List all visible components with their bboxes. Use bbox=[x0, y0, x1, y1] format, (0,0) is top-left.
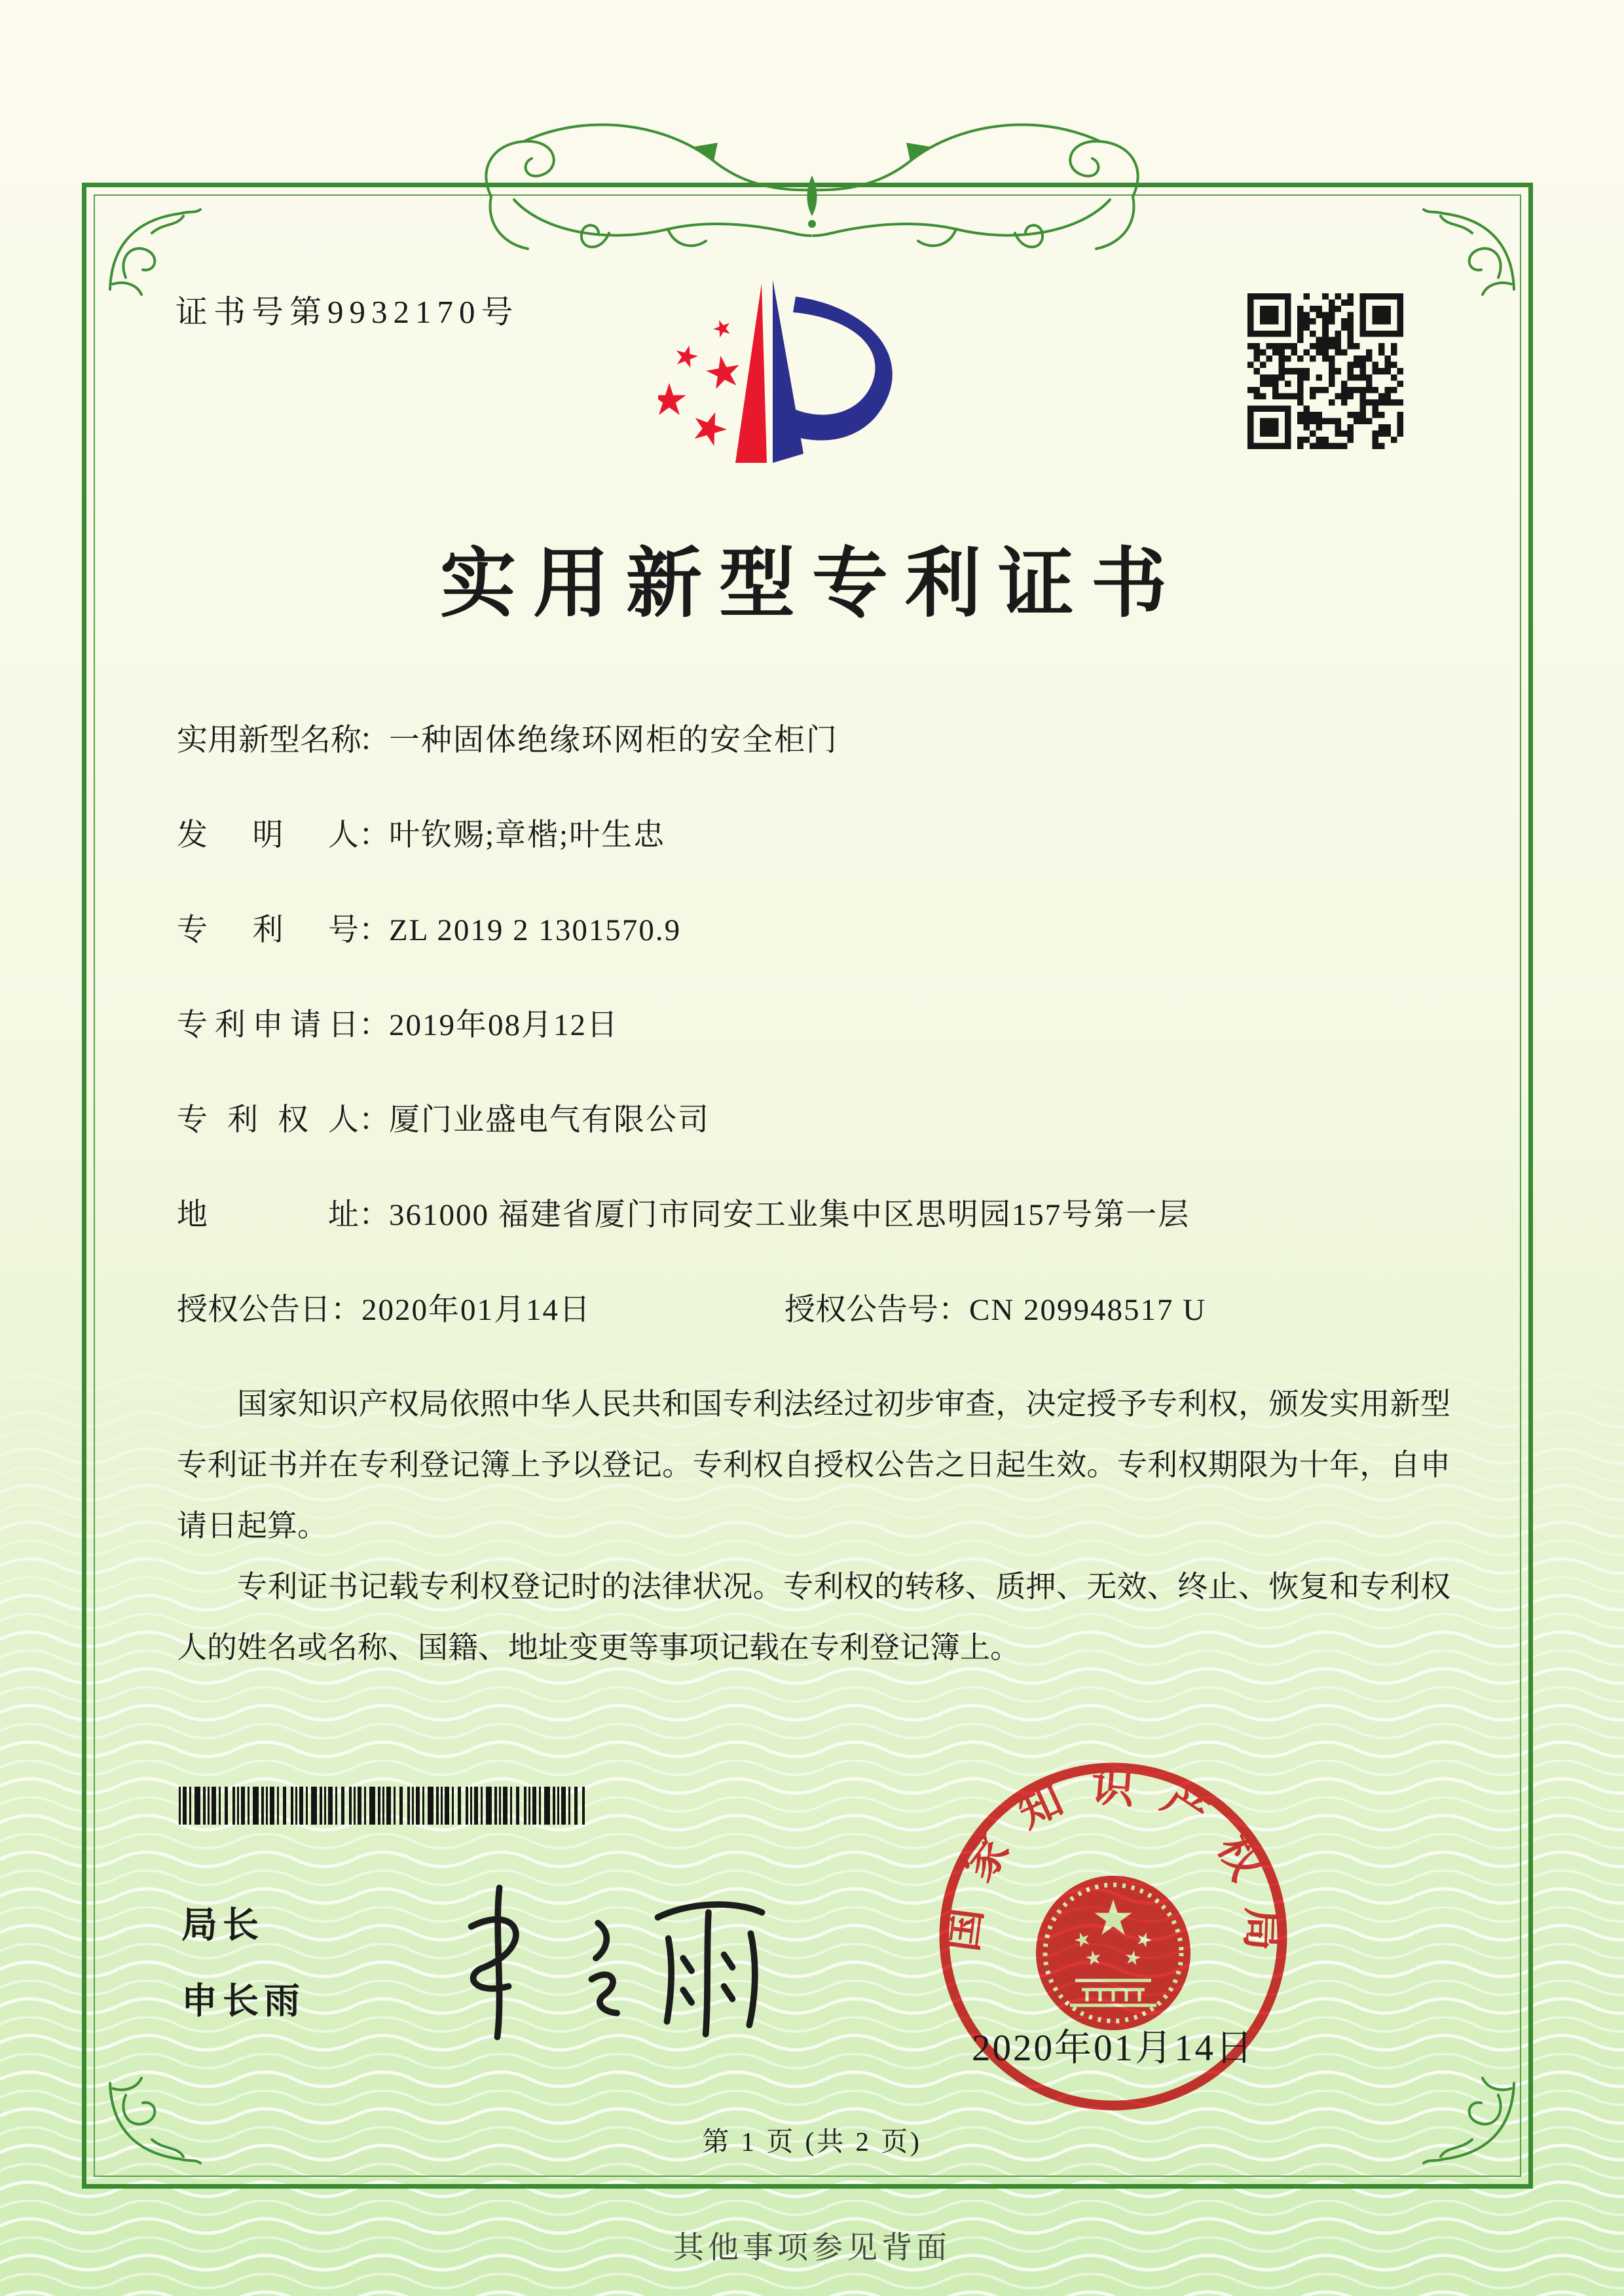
field-list bbox=[177, 719, 1460, 1332]
page-number: 第 1 页 (共 2 页) bbox=[702, 2126, 922, 2157]
field-row-address bbox=[177, 1194, 1460, 1237]
field-value: 叶钦赐;章楷;叶生忠 bbox=[389, 818, 666, 852]
grant-date-value: 2020年01月14日 bbox=[361, 1293, 591, 1327]
dragon-ornament bbox=[452, 98, 1172, 268]
field-colon: ： bbox=[359, 1103, 390, 1137]
cnipa-logo-icon bbox=[658, 272, 940, 488]
field-label: 实用新型名称 bbox=[177, 723, 361, 757]
legal-text bbox=[177, 1374, 1450, 1678]
qr-code bbox=[1247, 293, 1403, 449]
back-side-note: 其他事项参见背面 bbox=[673, 2231, 951, 2265]
seal-date: 2020年01月14日 bbox=[972, 2028, 1255, 2069]
grant-row bbox=[177, 1288, 1460, 1332]
director-name: 申长雨 bbox=[181, 1980, 306, 2021]
national-emblem-icon bbox=[1036, 1876, 1190, 2030]
field-colon: ： bbox=[359, 913, 390, 947]
field-row-inventors bbox=[177, 814, 1460, 857]
field-value: 厦门业盛电气有限公司 bbox=[389, 1103, 710, 1137]
seal-text: 国家知识产权局 bbox=[938, 1762, 1287, 1977]
field-colon: ： bbox=[359, 818, 390, 852]
grant-date-colon: ： bbox=[331, 1293, 361, 1327]
field-label: 地址 bbox=[177, 1198, 359, 1232]
grant-no-label: 授权公告号 bbox=[784, 1293, 938, 1327]
field-row-name bbox=[177, 719, 1460, 762]
field-label: 专利申请日 bbox=[177, 1008, 359, 1042]
field-colon: ： bbox=[359, 1198, 390, 1232]
field-label: 专利权人 bbox=[177, 1103, 359, 1137]
field-colon: ： bbox=[359, 1008, 390, 1042]
director-signature bbox=[432, 1874, 799, 2043]
grant-no-colon: ： bbox=[938, 1293, 969, 1327]
certificate-title: 实用新型专利证书 bbox=[440, 543, 1184, 627]
field-row-patent-no bbox=[177, 909, 1460, 952]
field-label: 专利号 bbox=[177, 913, 359, 947]
certificate-number: 证书号第9932170号 bbox=[175, 294, 519, 330]
grant-no-value: CN 209948517 U bbox=[969, 1293, 1207, 1327]
field-value: 361000 福建省厦门市同安工业集中区思明园157号第一层 bbox=[389, 1198, 1190, 1232]
grant-date-label: 授权公告日 bbox=[177, 1293, 331, 1327]
field-row-filing-date bbox=[177, 1004, 1460, 1047]
field-value: 2019年08月12日 bbox=[389, 1008, 619, 1042]
director-title: 局长 bbox=[181, 1904, 265, 1945]
field-value: 一种固体绝缘环网柜的安全柜门 bbox=[389, 723, 838, 757]
field-value: ZL 2019 2 1301570.9 bbox=[389, 913, 682, 947]
field-colon: ： bbox=[359, 723, 390, 757]
legal-paragraph-1: 国家知识产权局依照中华人民共和国专利法经过初步审查，决定授予专利权，颁发实用新型专利证书并在专利登记簿上予以登记。专利权自授权公告之日起生效。专利权期限为十年，自申请日起算。 bbox=[177, 1387, 1450, 1542]
corner-flourish-icon bbox=[1422, 204, 1521, 302]
field-label: 发明人 bbox=[177, 818, 359, 852]
barcode bbox=[179, 1787, 598, 1825]
field-row-patentee bbox=[177, 1099, 1460, 1142]
legal-paragraph-2: 专利证书记载专利权登记时的法律状况。专利权的转移、质押、无效、终止、恢复和专利权人的姓名或名称、国籍、地址变更等事项记载在专利登记簿上。 bbox=[177, 1570, 1450, 1664]
grant-no-cell bbox=[784, 1288, 1206, 1332]
